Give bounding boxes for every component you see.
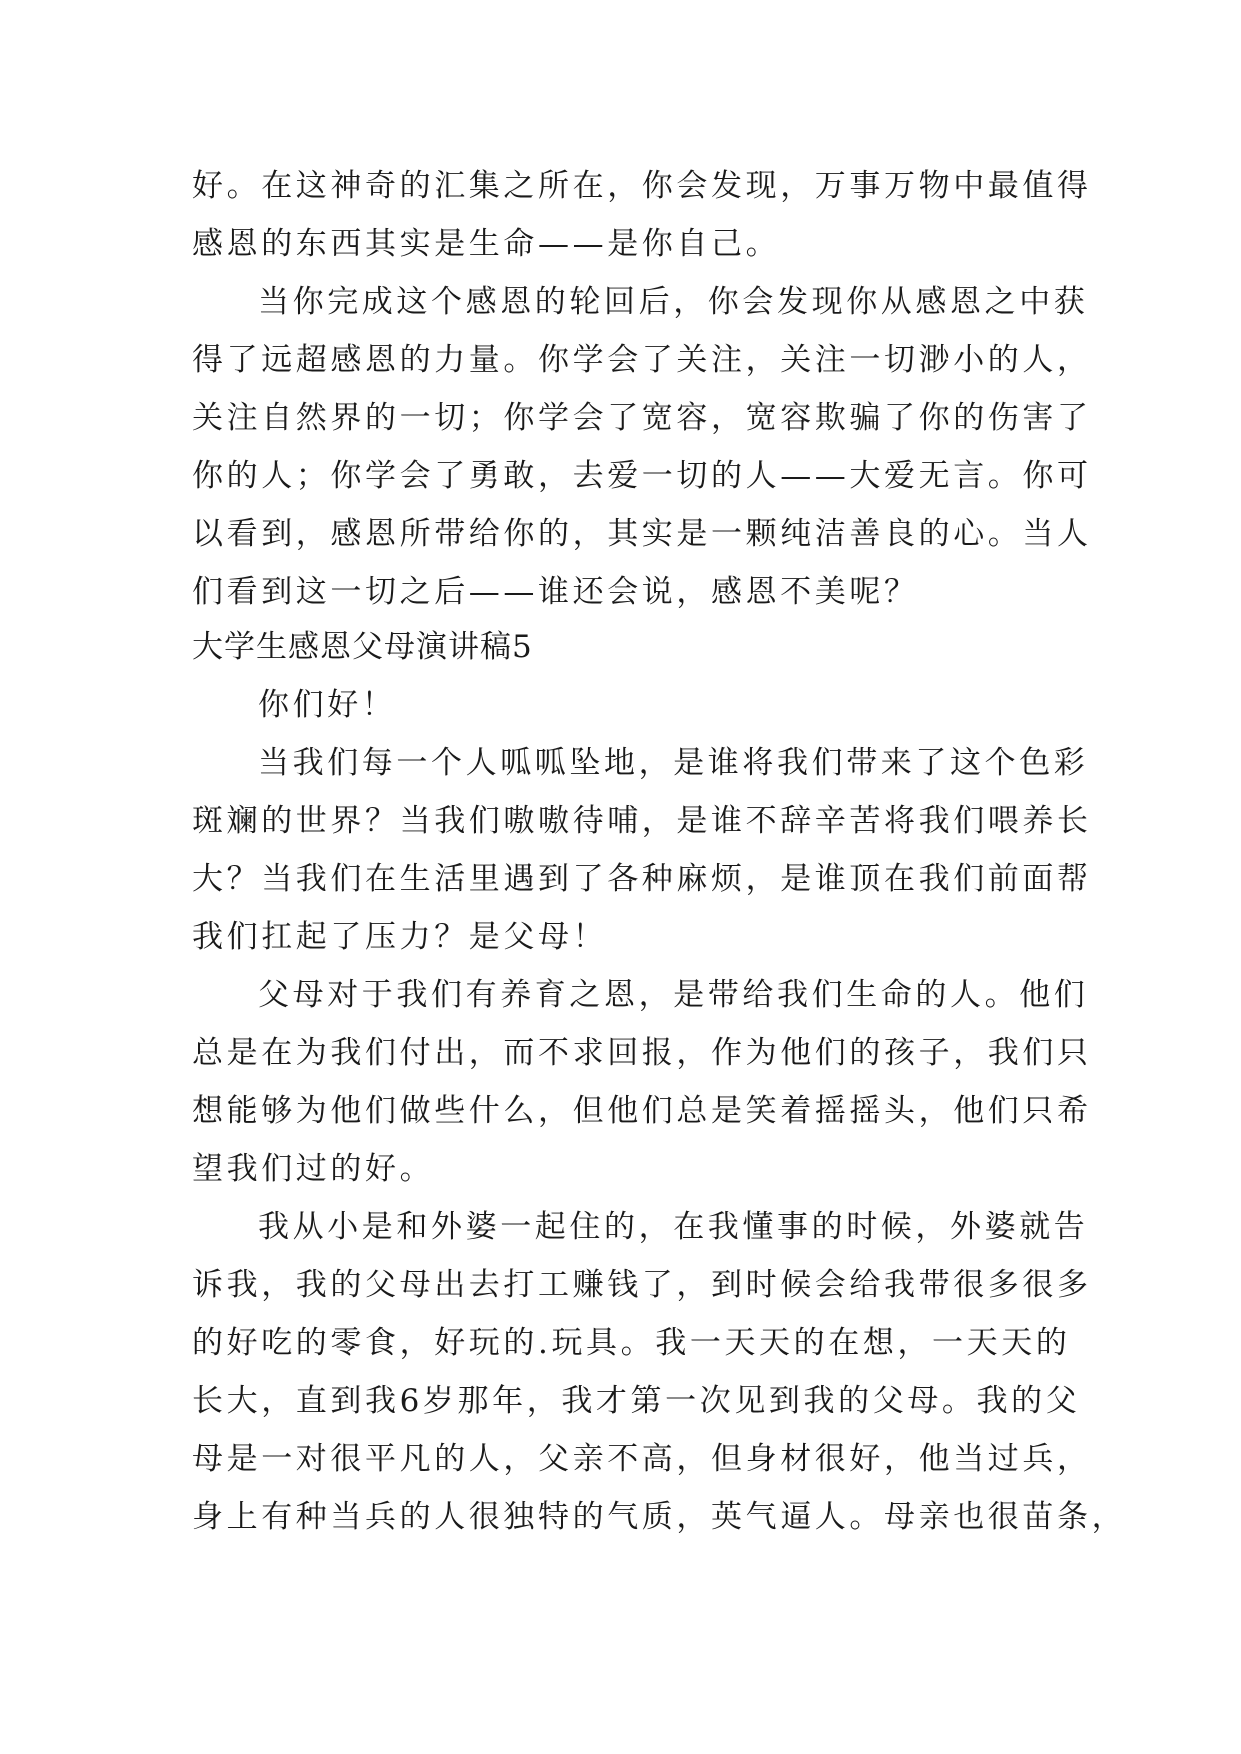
paragraph-first-line: 当我们每一个人呱呱坠地，是谁将我们带来了这个色彩: [258, 745, 1089, 781]
paragraph-line: 以看到，感恩所带给你的，其实是一颗纯洁善良的心。当人: [192, 516, 1092, 552]
paragraph-line: 身上有种当兵的人很独特的气质，英气逼人。母亲也很苗条，: [192, 1499, 1127, 1535]
paragraph-line: 得了远超感恩的力量。你学会了关注，关注一切渺小的人，: [192, 342, 1092, 378]
paragraph-line: 我们扛起了压力？是父母！: [192, 919, 608, 955]
paragraph-line: 感恩的东西其实是生命——是你自己。: [192, 226, 781, 262]
paragraph-line: 望我们过的好。: [192, 1151, 435, 1187]
section-heading: 大学生感恩父母演讲稿5: [192, 629, 533, 665]
paragraph-line: 斑斓的世界？当我们嗷嗷待哺，是谁不辞辛苦将我们喂养长: [192, 803, 1092, 839]
paragraph-line: 大？当我们在生活里遇到了各种麻烦，是谁顶在我们前面帮: [192, 861, 1092, 897]
paragraph-first-line: 父母对于我们有养育之恩，是带给我们生命的人。他们: [258, 977, 1089, 1013]
paragraph-line: 好。在这神奇的汇集之所在，你会发现，万事万物中最值得: [192, 168, 1092, 204]
paragraph-line: 们看到这一切之后——谁还会说，感恩不美呢？: [192, 574, 919, 610]
paragraph-line: 母是一对很平凡的人，父亲不高，但身材很好，他当过兵，: [192, 1441, 1092, 1477]
paragraph-first-line: 我从小是和外婆一起住的，在我懂事的时候，外婆就告: [258, 1209, 1089, 1245]
greeting-line: 你们好！: [258, 687, 397, 723]
paragraph-line: 诉我，我的父母出去打工赚钱了，到时候会给我带很多很多: [192, 1267, 1092, 1303]
paragraph-first-line: 当你完成这个感恩的轮回后，你会发现你从感恩之中获: [258, 284, 1089, 320]
paragraph-line: 关注自然界的一切；你学会了宽容，宽容欺骗了你的伤害了: [192, 400, 1092, 436]
paragraph-line: 总是在为我们付出，而不求回报，作为他们的孩子，我们只: [192, 1035, 1092, 1071]
paragraph-line: 长大，直到我6岁那年，我才第一次见到我的父母。我的父: [192, 1383, 1081, 1419]
paragraph-line: 想能够为他们做些什么，但他们总是笑着摇摇头，他们只希: [192, 1093, 1092, 1129]
paragraph-line: 你的人；你学会了勇敢，去爱一切的人——大爱无言。你可: [192, 458, 1092, 494]
paragraph-line: 的好吃的零食，好玩的.玩具。我一天天的在想，一天天的: [192, 1325, 1071, 1361]
